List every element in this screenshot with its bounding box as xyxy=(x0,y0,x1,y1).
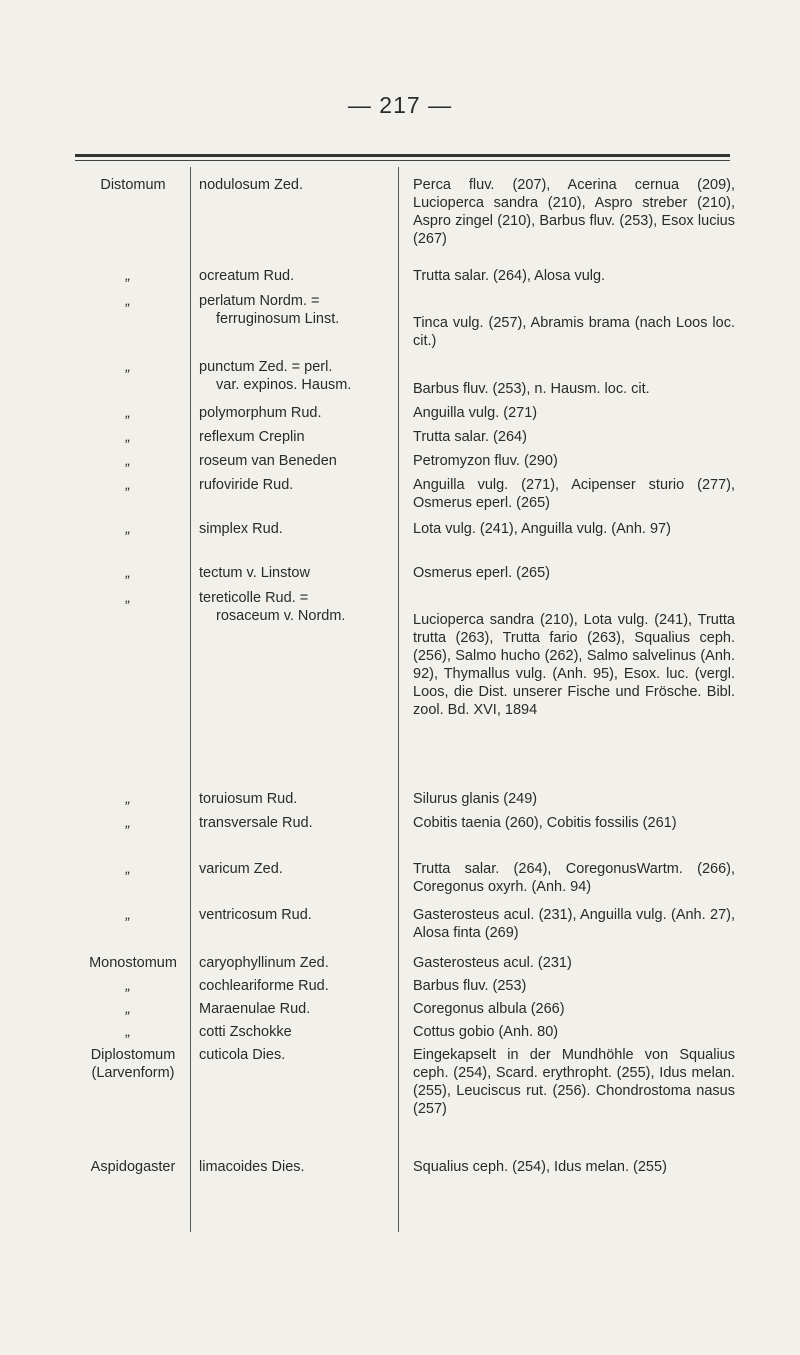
header-rule-thin xyxy=(75,160,730,161)
species-name: tereticolle Rud. = rosaceum v. Nordm. xyxy=(199,590,346,624)
host-list: Gasterosteus acul. (231), Anguilla vulg. (Anh. 27), Alosa finta (269) xyxy=(413,907,735,941)
host-list: Cobitis taenia (260), Cobitis fossilis (261) xyxy=(413,815,677,831)
species-name: varicum Zed. xyxy=(199,861,283,877)
ditto-mark: „ xyxy=(125,978,131,994)
host-list: Anguilla vulg. (271), Acipenser sturio (277), Osmerus eperl. (265) xyxy=(413,477,735,511)
ditto-mark: „ xyxy=(125,293,131,309)
species-name: ocreatum Rud. xyxy=(199,268,295,284)
column-divider-right xyxy=(398,167,399,1232)
genus-name: Aspidogaster xyxy=(90,1159,176,1175)
host-list: Cottus gobio (Anh. 80) xyxy=(413,1024,559,1040)
host-list: Trutta salar. (264), CoregonusWartm. (266), Coregonus oxyrh. (Anh. 94) xyxy=(413,861,735,895)
host-list: Eingekapselt in der Mundhöhle von Squalius ceph. (254), Scard. erythropht. (255), Idus melan. (255), Leuciscus rut. (256). Chondrostoma nasus (257) xyxy=(413,1047,735,1117)
genus-name: Distomum xyxy=(100,177,166,193)
header-rule-thick xyxy=(75,154,730,157)
species-name: transversale Rud. xyxy=(199,815,313,831)
species-name: polymorphum Rud. xyxy=(199,405,322,421)
genus-name: Monostomum xyxy=(89,955,177,971)
species-name: reflexum Creplin xyxy=(199,429,305,445)
host-list: Trutta salar. (264), Alosa vulg. xyxy=(413,268,606,284)
ditto-mark: „ xyxy=(125,1024,131,1040)
host-list: Barbus fluv. (253) xyxy=(413,978,527,994)
ditto-mark: „ xyxy=(125,565,131,581)
host-list: Barbus fluv. (253), n. Hausm. loc. cit. xyxy=(413,381,650,397)
species-name: punctum Zed. = perl. var. expinos. Hausm. xyxy=(199,359,352,393)
host-list: Trutta salar. (264) xyxy=(413,429,527,445)
species-name: caryophyllinum Zed. xyxy=(199,955,329,971)
ditto-mark: „ xyxy=(125,861,131,877)
ditto-mark: „ xyxy=(125,1001,131,1017)
host-list: Squalius ceph. (254), Idus melan. (255) xyxy=(413,1159,667,1175)
species-name: toruiosum Rud. xyxy=(199,791,298,807)
genus-name: Diplostomum (Larvenform) xyxy=(90,1047,176,1081)
host-list: Lucioperca sandra (210), Lota vulg. (241), Trutta trutta (263), Trutta fario (263), Squalius ceph. (256), Salmo hucho (262), Salmo salvelinus (Anh. 92), Thymallus vulg. (Anh. 95), Esox. luc. (vergl. Loos, die Dist. unserer Fische und Frösche. Bibl. zool. Bd. XVI, 1894 xyxy=(413,612,735,718)
species-name: roseum van Beneden xyxy=(199,453,337,469)
ditto-mark: „ xyxy=(125,477,131,493)
ditto-mark: „ xyxy=(125,815,131,831)
ditto-mark: „ xyxy=(125,791,131,807)
species-name: Maraenulae Rud. xyxy=(199,1001,311,1017)
host-list: Perca fluv. (207), Acerina cernua (209), Lucioperca sandra (210), Aspro streber (210), Aspro zingel (210), Barbus fluv. (253), Esox lucius (267) xyxy=(413,177,735,247)
species-name: cochleariforme Rud. xyxy=(199,978,329,994)
species-name: perlatum Nordm. = ferruginosum Linst. xyxy=(199,293,340,327)
species-name: cuticola Dies. xyxy=(199,1047,286,1063)
ditto-mark: „ xyxy=(125,405,131,421)
species-name: limacoides Dies. xyxy=(199,1159,305,1175)
host-list: Osmerus eperl. (265) xyxy=(413,565,550,581)
host-list: Petromyzon fluv. (290) xyxy=(413,453,558,469)
host-list: Silurus glanis (249) xyxy=(413,791,538,807)
species-name: simplex Rud. xyxy=(199,521,283,537)
species-name: nodulosum Zed. xyxy=(199,177,303,193)
host-list: Tinca vulg. (257), Abramis brama (nach Loos loc. cit.) xyxy=(413,315,735,349)
species-name: tectum v. Linstow xyxy=(199,565,310,581)
host-list: Gasterosteus acul. (231) xyxy=(413,955,572,971)
page-number: — 217 — xyxy=(347,92,453,118)
host-list: Anguilla vulg. (271) xyxy=(413,405,538,421)
host-list: Lota vulg. (241), Anguilla vulg. (Anh. 97) xyxy=(413,521,671,537)
species-name: ventricosum Rud. xyxy=(199,907,312,923)
host-list: Coregonus albula (266) xyxy=(413,1001,565,1017)
ditto-mark: „ xyxy=(125,453,131,469)
ditto-mark: „ xyxy=(125,268,131,284)
ditto-mark: „ xyxy=(125,907,131,923)
species-name: rufoviride Rud. xyxy=(199,477,294,493)
ditto-mark: „ xyxy=(125,590,131,606)
column-divider-left xyxy=(190,167,191,1232)
ditto-mark: „ xyxy=(125,521,131,537)
ditto-mark: „ xyxy=(125,429,131,445)
ditto-mark: „ xyxy=(125,359,131,375)
species-name: cotti Zschokke xyxy=(199,1024,292,1040)
